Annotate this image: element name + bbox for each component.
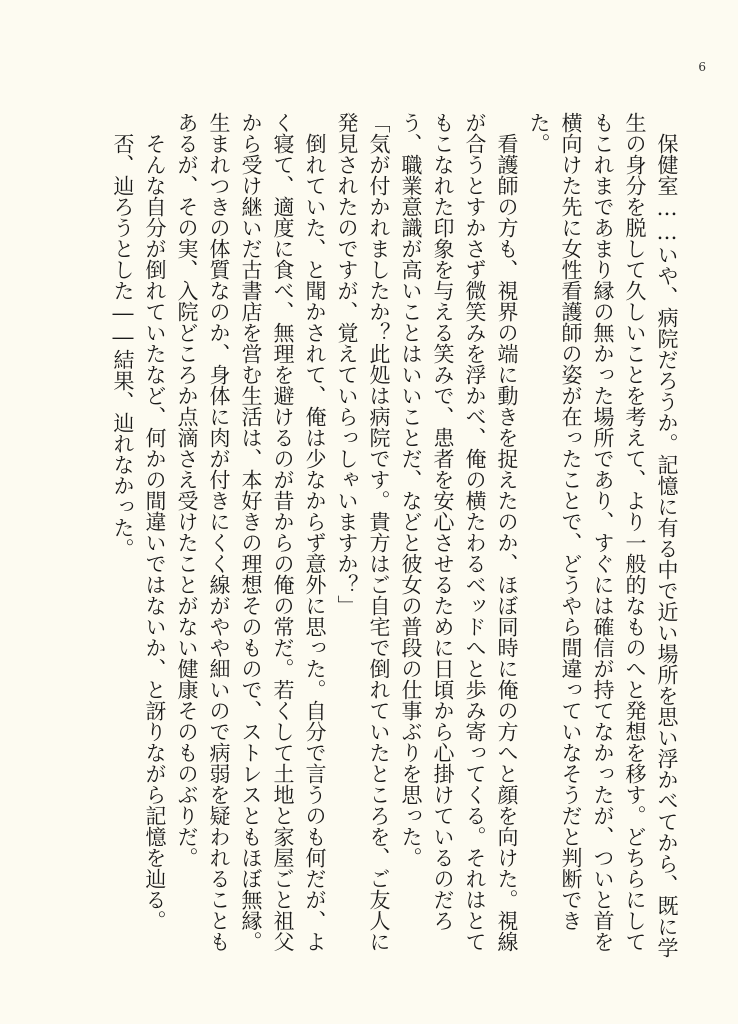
novel-text-body [43,112,683,962]
paragraph-5: そんな自分が倒れていたなど、何かの間違いではないか、と訝りながら記憶を辿る。 [143,133,167,931]
paragraph-6: 否、辿ろうとした――結果、辿れなかった。 [111,133,135,559]
page-number: 6 [698,60,706,74]
paragraph-4: 倒れていた、と聞かされて、俺は少なからず意外に思った。自分で言うのも何だが、よく寝て、適度に食べ、無理を避けるのが昔からの俺の常だ。若くして土地と家屋ごと祖父から受け継いだ古書店を営む生活は、本好きの理想そのもので、ストレスともほぼ無縁。生まれつきの体質なのか、身体に肉が付きにくく線がやや細いので病弱を疑われることもあるが、その実、入院どころか点滴さえ受けたことがない健康そのものぶりだ。 [175,112,327,952]
paragraph-1: 保健室……いや、病院だろうか。記憶に有る中で近い場所を思い浮かべてから、既に学生の身分を脱して久しいことを考えて、より一般的なものへと発想を移す。どちらにしてもこれまであまり縁の無かった場所であり、すぐには確信が持てなかったが、ついと首を横向けた先に女性看護師の姿が在ったことで、どうやら間違っていなそうだと判断できた。 [527,112,679,958]
paragraph-2: 看護師の方も、視界の端に動きを捉えたのか、ほぼ同時に俺の方へと顔を向けた。視線が合うとすかさず微笑みを浮かべ、俺の横たわるベッドへと歩み寄ってくる。それはとてもこなれた印象を与える笑みで、患者を安心させるために日頃から心掛けているのだろう、職業意識が高いことはいいことだ、などと彼女の普段の仕事ぶりを思った。 [399,112,519,952]
dialogue-paragraph: 「気が付かれましたか？此処は病院です。貴方はご自宅で倒れていたところを、ご友人に発見されたのですが、覚えていらっしゃいますか？」 [335,112,391,952]
